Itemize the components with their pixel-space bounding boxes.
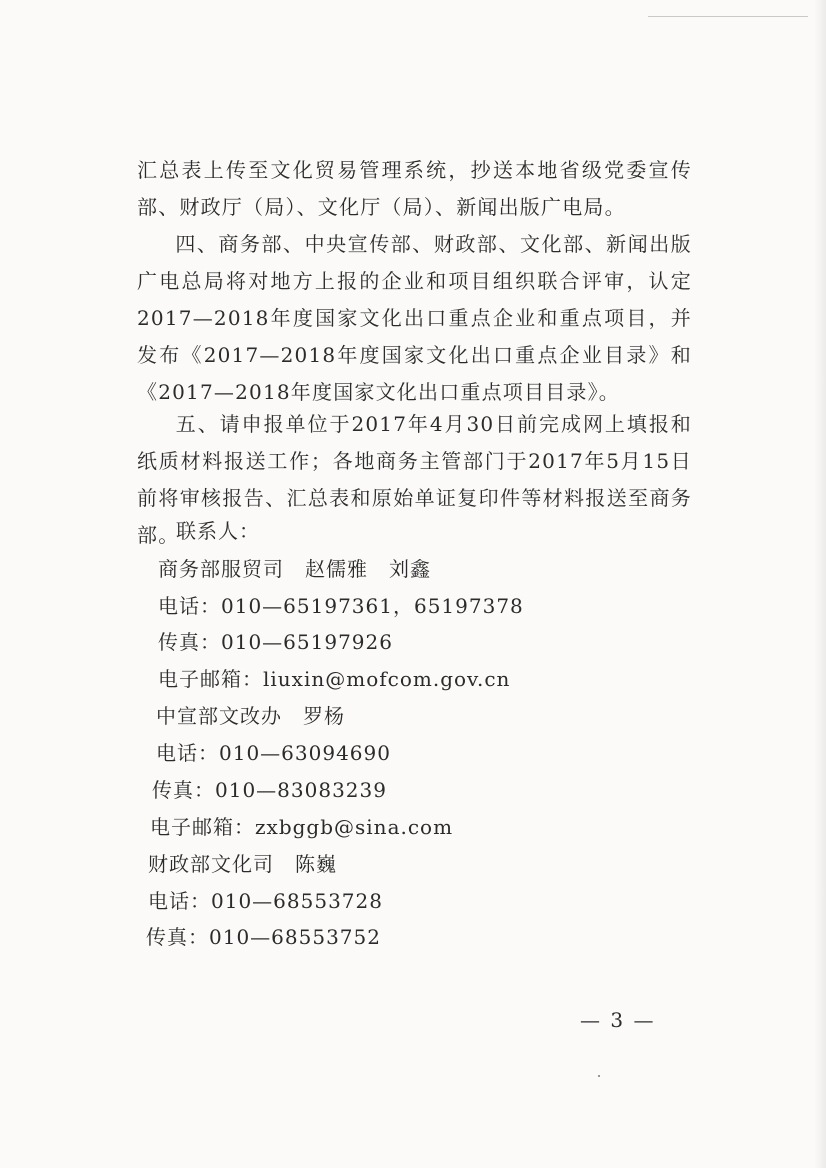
paragraph-item-four-text: 四、商务部、中央宣传部、财政部、文化部、新闻出版广电总局将对地方上报的企业和项目组织联合评审，认定2017—2018年度国家文化出口重点企业和重点项目，并发布《2017—2018年度国家文化出口重点企业目录》和《2017—2018年度国家文化出口重点项目目录》。 (137, 232, 692, 404)
contact-org-finance: 财政部文化司 陈巍 (148, 852, 337, 876)
contact-fax-publicity: 传真：010—83083239 (152, 778, 387, 802)
contact-email-publicity: 电子邮箱：zxbggb@sina.com (150, 815, 454, 839)
contact-fax-finance: 传真：010—68553752 (146, 925, 381, 949)
contact-org-publicity: 中宣部文改办 罗杨 (156, 704, 345, 728)
contact-heading: 联系人： (176, 519, 260, 543)
paragraph-item-five-text: 五、请申报单位于2017年4月30日前完成网上填报和纸质材料报送工作；各地商务主管部门于2017年5月15日前将审核报告、汇总表和原始单证复印件等材料报送至商务部。 (137, 412, 692, 547)
contact-org-mofcom: 商务部服贸司 赵儒雅 刘鑫 (158, 557, 431, 581)
contact-email-mofcom: 电子邮箱：liuxin@mofcom.gov.cn (158, 667, 511, 691)
paragraph-item-four (137, 226, 692, 411)
contact-phone-mofcom: 电话：010—65197361，65197378 (158, 594, 524, 618)
scan-edge-shadow (814, 0, 826, 1168)
paragraph-continuation: 汇总表上传至文化贸易管理系统，抄送本地省级党委宣传部、财政厅（局）、文化厅（局）、新闻出版广电局。 (137, 158, 692, 219)
contact-phone-publicity: 电话：010—63094690 (156, 741, 391, 765)
scan-speck (598, 1075, 600, 1077)
page-number: — 3 — (580, 1008, 656, 1032)
contact-fax-mofcom: 传真：010—65197926 (158, 630, 393, 654)
contact-phone-finance: 电话：010—68553728 (148, 889, 383, 913)
scan-edge-line (648, 16, 808, 17)
